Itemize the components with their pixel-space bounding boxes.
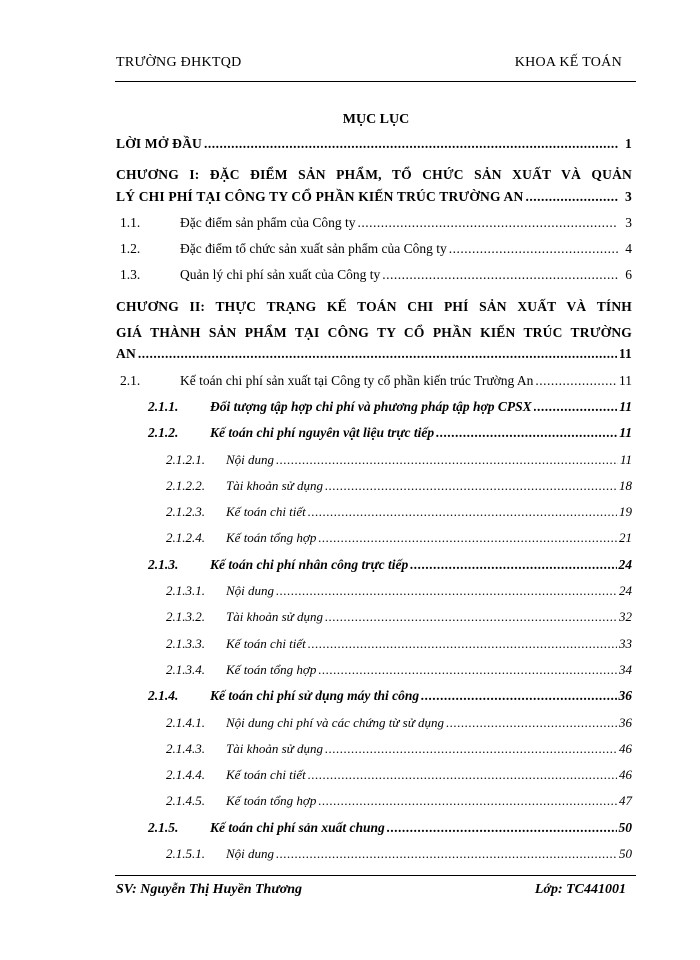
dot-leader <box>421 688 616 704</box>
dot-leader <box>535 373 617 389</box>
dot-leader <box>138 346 617 362</box>
dot-leader <box>204 136 618 152</box>
header-school: TRƯỜNG ĐHKTQD <box>116 55 242 70</box>
toc-entry-2-1-4-4[interactable]: 2.1.4.4. Kế toán chi tiết ..... 46 <box>116 767 632 793</box>
dot-leader <box>308 767 617 783</box>
toc-entry-2-1-4[interactable]: 2.1.4. Kế toán chi phí sử dụng máy thi công ..... 36 <box>116 688 632 714</box>
toc-entry-intro[interactable]: LỜI MỞ ĐẦU ..... 1 <box>116 136 632 162</box>
toc-entry-2-1-5-1[interactable]: 2.1.5.1. Nội dung ..... 50 <box>116 846 632 872</box>
dot-leader <box>534 399 618 415</box>
toc-entry-1-3[interactable]: 1.3. Quản lý chi phí sản xuất của Công ty ..... 6 <box>116 267 632 293</box>
dot-leader <box>318 530 617 546</box>
toc-entry-2-1-3-2[interactable]: 2.1.3.2. Tài khoản sử dụng ..... 32 <box>116 609 632 635</box>
toc-entry-2-1-2-4[interactable]: 2.1.2.4. Kế toán tổng hợp ..... 21 <box>116 530 632 556</box>
toc-entry-2-1-3-1[interactable]: 2.1.3.1. Nội dung ..... 24 <box>116 583 632 609</box>
toc-entry-1-1[interactable]: 1.1. Đặc điểm sản phẩm của Công ty ..... 3 <box>116 215 632 241</box>
dot-leader <box>382 267 618 283</box>
dot-leader <box>308 636 617 652</box>
toc-entry-2-1-4-3[interactable]: 2.1.4.3. Tài khoản sử dụng ..... 46 <box>116 741 632 767</box>
toc-entry-2-1-3-3[interactable]: 2.1.3.3. Kế toán chi tiết ..... 33 <box>116 636 632 662</box>
toc-entry-2-1-2-1[interactable]: 2.1.2.1. Nội dung ..... 11 <box>116 452 632 478</box>
header-rule <box>115 81 636 82</box>
header-faculty: KHOA KẾ TOÁN <box>514 55 622 70</box>
dot-leader <box>325 478 617 494</box>
toc-entry-chapter-2-line-2[interactable]: GIÁ THÀNH SẢN PHẨM TẠI CÔNG TY CỔ PHẦN KIẾN TRÚC TRƯỜNG <box>116 325 632 341</box>
dot-leader <box>446 715 617 731</box>
toc-entry-2-1[interactable]: 2.1. Kế toán chi phí sản xuất tại Công ty cổ phần kiến trúc Trường An ..... 11 <box>116 373 632 399</box>
toc-entry-chapter-2[interactable]: AN ..... 11 <box>116 346 632 372</box>
dot-leader <box>449 241 618 257</box>
dot-leader <box>525 189 618 205</box>
footer-class: Lớp: TC441001 <box>534 882 626 897</box>
dot-leader <box>308 504 617 520</box>
toc-entry-chapter-1-line-1[interactable]: CHƯƠNG I: ĐẶC ĐIỂM SẢN PHẨM, TỔ CHỨC SẢN XUẤT VÀ QUẢN <box>116 167 632 183</box>
toc-entry-2-1-2[interactable]: 2.1.2. Kế toán chi phí nguyên vật liệu trực tiếp ..... 11 <box>116 425 632 451</box>
toc-entry-2-1-4-1[interactable]: 2.1.4.1. Nội dung chi phí và các chứng từ sử dụng ..... 36 <box>116 715 632 741</box>
dot-leader <box>318 793 617 809</box>
toc-entry-1-2[interactable]: 1.2. Đặc điểm tổ chức sản xuất sản phẩm của Công ty ..... 4 <box>116 241 632 267</box>
toc-entry-2-1-5[interactable]: 2.1.5. Kế toán chi phí sản xuất chung ..... 50 <box>116 820 632 846</box>
footer-rule <box>115 875 636 876</box>
toc-entry-2-1-3[interactable]: 2.1.3. Kế toán chi phí nhân công trực tiếp ..... 24 <box>116 557 632 583</box>
dot-leader <box>436 425 617 441</box>
dot-leader <box>357 215 618 231</box>
page-title: MỤC LỤC <box>342 112 410 127</box>
dot-leader <box>387 820 617 836</box>
toc-entry-2-1-1[interactable]: 2.1.1. Đối tượng tập hợp chi phí và phương pháp tập hợp CPSX ..... 11 <box>116 399 632 425</box>
dot-leader <box>276 452 618 468</box>
dot-leader <box>410 557 616 573</box>
dot-leader <box>325 609 617 625</box>
table-of-contents <box>116 136 632 872</box>
dot-leader <box>325 741 617 757</box>
toc-entry-2-1-2-2[interactable]: 2.1.2.2. Tài khoản sử dụng ..... 18 <box>116 478 632 504</box>
dot-leader <box>276 583 617 599</box>
toc-entry-2-1-2-3[interactable]: 2.1.2.3. Kế toán chi tiết ..... 19 <box>116 504 632 530</box>
dot-leader <box>276 846 617 862</box>
toc-entry-chapter-1[interactable]: LÝ CHI PHÍ TẠI CÔNG TY CỔ PHẦN KIẾN TRÚC TRƯỜNG AN ..... 3 <box>116 189 632 215</box>
toc-entry-2-1-4-5[interactable]: 2.1.4.5. Kế toán tổng hợp ..... 47 <box>116 793 632 819</box>
dot-leader <box>318 662 617 678</box>
toc-entry-chapter-2-line-1[interactable]: CHƯƠNG II: THỰC TRẠNG KẾ TOÁN CHI PHÍ SẢN XUẤT VÀ TÍNH <box>116 298 632 314</box>
toc-entry-2-1-3-4[interactable]: 2.1.3.4. Kế toán tổng hợp ..... 34 <box>116 662 632 688</box>
footer-student: SV: Nguyễn Thị Huyền Thương <box>116 882 302 897</box>
